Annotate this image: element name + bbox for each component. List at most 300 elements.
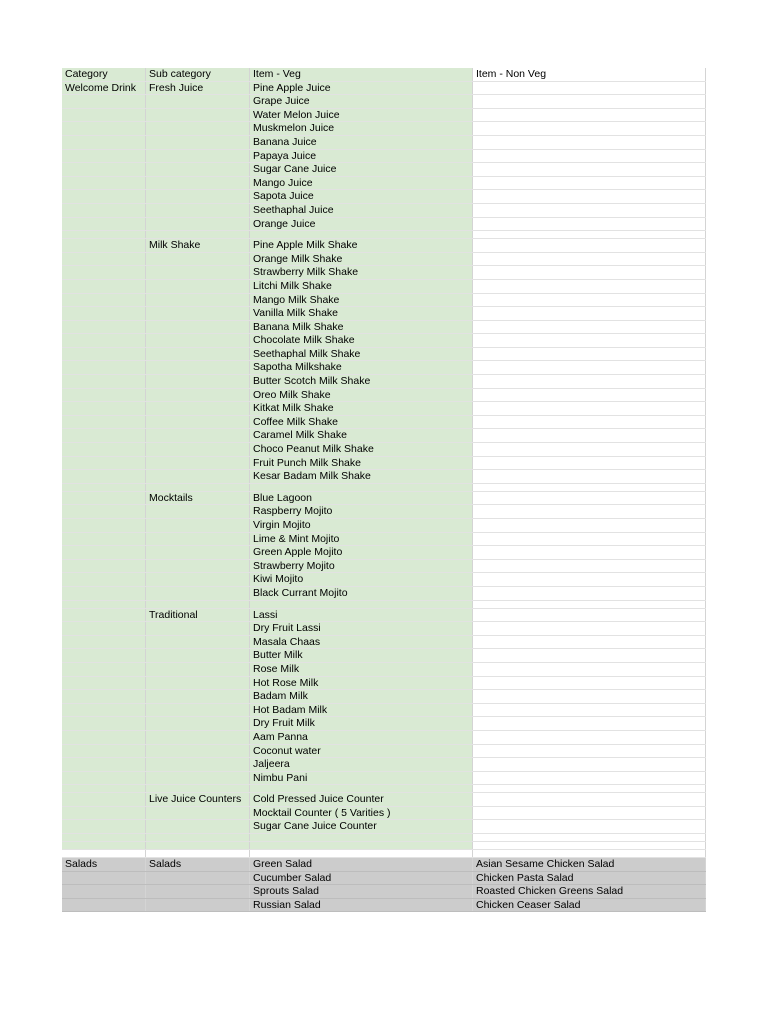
table-cell[interactable] <box>146 457 250 470</box>
table-cell[interactable] <box>62 348 146 361</box>
table-cell[interactable] <box>62 457 146 470</box>
table-cell[interactable] <box>62 899 146 912</box>
table-row <box>62 533 706 547</box>
table-cell[interactable]: Sugar Cane Juice Counter <box>250 820 473 833</box>
table-cell[interactable] <box>146 280 250 293</box>
table-cell[interactable] <box>146 649 250 662</box>
table-cell[interactable] <box>146 294 250 307</box>
table-cell[interactable] <box>473 361 706 374</box>
table-cell[interactable] <box>473 717 706 730</box>
table-cell[interactable] <box>146 601 250 608</box>
table-cell[interactable] <box>146 231 250 238</box>
table-cell[interactable] <box>146 334 250 347</box>
table-cell[interactable] <box>62 731 146 744</box>
table-row <box>62 546 706 560</box>
table-cell[interactable] <box>473 389 706 402</box>
table-cell[interactable] <box>146 177 250 190</box>
table-cell[interactable] <box>250 601 473 608</box>
table-cell[interactable] <box>62 484 146 491</box>
table-cell[interactable] <box>62 492 146 505</box>
table-cell[interactable]: Salads <box>146 858 250 871</box>
table-cell[interactable] <box>62 622 146 635</box>
table-cell[interactable]: Blue Lagoon <box>250 492 473 505</box>
table-cell[interactable] <box>62 636 146 649</box>
table-cell[interactable] <box>473 231 706 238</box>
table-cell[interactable] <box>146 546 250 559</box>
table-cell[interactable] <box>473 457 706 470</box>
table-cell[interactable] <box>473 842 706 849</box>
table-cell[interactable]: Milk Shake <box>146 239 250 252</box>
table-row <box>62 416 706 430</box>
table-cell[interactable] <box>146 150 250 163</box>
table-cell[interactable] <box>62 375 146 388</box>
table-cell[interactable] <box>473 375 706 388</box>
table-cell[interactable] <box>473 704 706 717</box>
table-cell[interactable] <box>473 122 706 135</box>
table-cell[interactable] <box>62 266 146 279</box>
table-cell[interactable] <box>473 109 706 122</box>
table-cell[interactable] <box>146 663 250 676</box>
table-cell[interactable] <box>473 416 706 429</box>
table-cell[interactable]: Dry Fruit Lassi <box>250 622 473 635</box>
table-cell[interactable] <box>146 745 250 758</box>
table-row <box>62 885 706 899</box>
table-cell[interactable] <box>473 820 706 833</box>
table-cell[interactable]: Traditional <box>146 609 250 622</box>
table-cell[interactable] <box>62 772 146 785</box>
table-cell[interactable] <box>146 807 250 820</box>
header-category[interactable]: Category <box>62 68 146 81</box>
table-cell[interactable] <box>62 649 146 662</box>
table-cell[interactable] <box>473 294 706 307</box>
table-cell[interactable] <box>473 253 706 266</box>
table-row <box>62 177 706 191</box>
table-cell[interactable] <box>473 239 706 252</box>
table-cell[interactable] <box>62 163 146 176</box>
table-cell[interactable] <box>146 690 250 703</box>
table-cell[interactable] <box>146 677 250 690</box>
table-cell[interactable] <box>146 402 250 415</box>
table-cell[interactable] <box>62 253 146 266</box>
table-cell[interactable] <box>62 842 146 849</box>
table-cell[interactable] <box>62 294 146 307</box>
table-cell[interactable] <box>62 560 146 573</box>
header-item-nonveg[interactable]: Item - Non Veg <box>473 68 706 81</box>
table-cell[interactable] <box>62 850 146 857</box>
table-cell[interactable] <box>473 95 706 108</box>
table-cell[interactable] <box>62 443 146 456</box>
table-cell[interactable]: Papaya Juice <box>250 150 473 163</box>
table-row <box>62 429 706 443</box>
table-row <box>62 807 706 821</box>
table-cell[interactable] <box>473 348 706 361</box>
table-cell[interactable] <box>250 834 473 841</box>
table-cell[interactable]: Green Salad <box>250 858 473 871</box>
table-cell[interactable]: Black Currant Mojito <box>250 587 473 600</box>
table-cell[interactable]: Salads <box>62 858 146 871</box>
table-cell[interactable] <box>146 850 250 857</box>
table-cell[interactable] <box>473 204 706 217</box>
table-cell[interactable] <box>146 842 250 849</box>
table-cell[interactable] <box>146 484 250 491</box>
table-row <box>62 402 706 416</box>
table-cell[interactable] <box>62 505 146 518</box>
table-cell[interactable] <box>62 204 146 217</box>
table-cell[interactable] <box>62 677 146 690</box>
table-cell[interactable] <box>62 321 146 334</box>
table-cell[interactable] <box>473 807 706 820</box>
table-cell[interactable] <box>62 136 146 149</box>
menu-spreadsheet <box>62 68 706 912</box>
header-subcategory[interactable]: Sub category <box>146 68 250 81</box>
table-cell[interactable]: Roasted Chicken Greens Salad <box>473 885 706 898</box>
table-cell[interactable] <box>146 266 250 279</box>
table-cell[interactable] <box>473 758 706 771</box>
table-row <box>62 231 706 239</box>
table-row <box>62 872 706 886</box>
table-cell[interactable] <box>146 163 250 176</box>
table-cell[interactable] <box>473 609 706 622</box>
table-cell[interactable]: Mocktail Counter ( 5 Varities ) <box>250 807 473 820</box>
table-cell[interactable]: Jaljeera <box>250 758 473 771</box>
table-cell[interactable]: Lime & Mint Mojito <box>250 533 473 546</box>
table-cell[interactable]: Seethaphal Milk Shake <box>250 348 473 361</box>
table-cell[interactable] <box>473 307 706 320</box>
table-cell[interactable]: Pine Apple Milk Shake <box>250 239 473 252</box>
table-cell[interactable] <box>146 253 250 266</box>
table-cell[interactable] <box>62 95 146 108</box>
table-cell[interactable] <box>250 785 473 792</box>
table-cell[interactable] <box>473 587 706 600</box>
table-cell[interactable]: Mango Juice <box>250 177 473 190</box>
table-cell[interactable] <box>62 218 146 231</box>
table-cell[interactable] <box>146 307 250 320</box>
table-cell[interactable] <box>473 601 706 608</box>
table-row <box>62 334 706 348</box>
table-row <box>62 95 706 109</box>
table-cell[interactable] <box>62 546 146 559</box>
table-cell[interactable]: Chocolate Milk Shake <box>250 334 473 347</box>
table-cell[interactable]: Sapotha Milkshake <box>250 361 473 374</box>
table-cell[interactable] <box>473 321 706 334</box>
table-cell[interactable] <box>146 470 250 483</box>
table-cell[interactable] <box>473 690 706 703</box>
table-cell[interactable] <box>473 533 706 546</box>
table-cell[interactable] <box>62 834 146 841</box>
table-cell[interactable] <box>146 704 250 717</box>
table-cell[interactable]: Kiwi Mojito <box>250 573 473 586</box>
table-cell[interactable] <box>62 519 146 532</box>
table-row <box>62 253 706 267</box>
table-cell[interactable] <box>62 190 146 203</box>
table-cell[interactable] <box>146 429 250 442</box>
table-cell[interactable] <box>473 731 706 744</box>
table-cell[interactable]: Chicken Pasta Salad <box>473 872 706 885</box>
table-cell[interactable] <box>473 505 706 518</box>
table-cell[interactable]: Fruit Punch Milk Shake <box>250 457 473 470</box>
table-row <box>62 519 706 533</box>
table-cell[interactable]: Orange Milk Shake <box>250 253 473 266</box>
table-cell[interactable] <box>473 785 706 792</box>
table-cell[interactable]: Butter Milk <box>250 649 473 662</box>
table-cell[interactable] <box>146 136 250 149</box>
table-row <box>62 389 706 403</box>
table-cell[interactable]: Water Melon Juice <box>250 109 473 122</box>
table-cell[interactable] <box>473 82 706 95</box>
table-cell[interactable] <box>62 416 146 429</box>
table-cell[interactable]: Seethaphal Juice <box>250 204 473 217</box>
table-cell[interactable]: Choco Peanut Milk Shake <box>250 443 473 456</box>
table-cell[interactable]: Mocktails <box>146 492 250 505</box>
table-cell[interactable] <box>146 573 250 586</box>
table-cell[interactable] <box>62 307 146 320</box>
table-cell[interactable]: Litchi Milk Shake <box>250 280 473 293</box>
table-cell[interactable]: Virgin Mojito <box>250 519 473 532</box>
table-cell[interactable] <box>146 443 250 456</box>
table-cell[interactable] <box>473 793 706 806</box>
table-cell[interactable] <box>473 519 706 532</box>
table-cell[interactable] <box>146 389 250 402</box>
table-cell[interactable] <box>62 177 146 190</box>
table-row <box>62 793 706 807</box>
table-cell[interactable] <box>62 109 146 122</box>
table-cell[interactable] <box>146 820 250 833</box>
table-cell[interactable] <box>250 484 473 491</box>
table-cell[interactable]: Strawberry Milk Shake <box>250 266 473 279</box>
table-cell[interactable]: Lassi <box>250 609 473 622</box>
table-cell[interactable] <box>62 239 146 252</box>
table-cell[interactable] <box>62 704 146 717</box>
table-cell[interactable]: Asian Sesame Chicken Salad <box>473 858 706 871</box>
table-row <box>62 560 706 574</box>
table-row <box>62 218 706 232</box>
table-cell[interactable]: Badam Milk <box>250 690 473 703</box>
table-cell[interactable]: Coconut water <box>250 745 473 758</box>
table-cell[interactable]: Hot Badam Milk <box>250 704 473 717</box>
table-cell[interactable] <box>473 649 706 662</box>
table-row <box>62 758 706 772</box>
table-cell[interactable] <box>62 334 146 347</box>
table-row <box>62 704 706 718</box>
table-cell[interactable]: Aam Panna <box>250 731 473 744</box>
table-cell[interactable] <box>62 361 146 374</box>
table-cell[interactable] <box>146 190 250 203</box>
table-cell[interactable] <box>250 850 473 857</box>
table-cell[interactable]: Chicken Ceaser Salad <box>473 899 706 912</box>
table-cell[interactable] <box>146 505 250 518</box>
table-cell[interactable]: Caramel Milk Shake <box>250 429 473 442</box>
table-cell[interactable] <box>146 834 250 841</box>
table-cell[interactable] <box>62 389 146 402</box>
table-cell[interactable] <box>62 609 146 622</box>
table-cell[interactable]: Muskmelon Juice <box>250 122 473 135</box>
table-cell[interactable]: Dry Fruit Milk <box>250 717 473 730</box>
table-cell[interactable] <box>146 95 250 108</box>
table-cell[interactable] <box>146 758 250 771</box>
table-cell[interactable]: Grape Juice <box>250 95 473 108</box>
table-row <box>62 820 706 834</box>
header-row <box>62 68 706 82</box>
table-cell[interactable] <box>473 834 706 841</box>
table-cell[interactable]: Welcome Drink <box>62 82 146 95</box>
table-cell[interactable]: Hot Rose Milk <box>250 677 473 690</box>
table-cell[interactable] <box>146 899 250 912</box>
table-cell[interactable] <box>146 636 250 649</box>
table-cell[interactable] <box>62 280 146 293</box>
table-cell[interactable]: Sapota Juice <box>250 190 473 203</box>
table-row <box>62 82 706 96</box>
table-cell[interactable] <box>473 443 706 456</box>
table-cell[interactable] <box>146 321 250 334</box>
table-cell[interactable]: Strawberry Mojito <box>250 560 473 573</box>
table-cell[interactable] <box>473 560 706 573</box>
table-cell[interactable] <box>146 122 250 135</box>
table-cell[interactable] <box>473 677 706 690</box>
table-cell[interactable]: Green Apple Mojito <box>250 546 473 559</box>
table-cell[interactable] <box>473 280 706 293</box>
table-row <box>62 573 706 587</box>
table-cell[interactable] <box>473 850 706 857</box>
table-cell[interactable] <box>473 177 706 190</box>
table-cell[interactable]: Orange Juice <box>250 218 473 231</box>
table-cell[interactable] <box>62 573 146 586</box>
table-cell[interactable] <box>473 470 706 483</box>
table-cell[interactable] <box>146 872 250 885</box>
table-cell[interactable] <box>146 560 250 573</box>
table-cell[interactable] <box>146 717 250 730</box>
table-cell[interactable] <box>146 218 250 231</box>
table-cell[interactable] <box>62 807 146 820</box>
table-cell[interactable] <box>250 842 473 849</box>
table-cell[interactable]: Raspberry Mojito <box>250 505 473 518</box>
table-cell[interactable]: Cold Pressed Juice Counter <box>250 793 473 806</box>
table-cell[interactable]: Banana Juice <box>250 136 473 149</box>
table-cell[interactable] <box>62 820 146 833</box>
table-cell[interactable] <box>62 758 146 771</box>
table-cell[interactable] <box>146 519 250 532</box>
table-row <box>62 492 706 506</box>
table-cell[interactable] <box>62 231 146 238</box>
table-cell[interactable] <box>473 334 706 347</box>
table-cell[interactable] <box>62 785 146 792</box>
table-cell[interactable]: Pine Apple Juice <box>250 82 473 95</box>
table-cell[interactable] <box>473 622 706 635</box>
table-cell[interactable] <box>473 484 706 491</box>
table-cell[interactable] <box>473 190 706 203</box>
table-cell[interactable]: Vanilla Milk Shake <box>250 307 473 320</box>
table-cell[interactable] <box>146 204 250 217</box>
table-cell[interactable] <box>62 690 146 703</box>
table-row <box>62 122 706 136</box>
table-cell[interactable] <box>146 772 250 785</box>
table-cell[interactable] <box>62 872 146 885</box>
table-cell[interactable] <box>473 546 706 559</box>
table-cell[interactable] <box>473 150 706 163</box>
table-row <box>62 785 706 793</box>
table-cell[interactable] <box>62 717 146 730</box>
table-row <box>62 601 706 609</box>
table-cell[interactable] <box>473 492 706 505</box>
table-cell[interactable] <box>146 622 250 635</box>
table-cell[interactable] <box>62 122 146 135</box>
table-cell[interactable] <box>146 375 250 388</box>
table-cell[interactable] <box>62 885 146 898</box>
table-row <box>62 443 706 457</box>
table-cell[interactable] <box>473 136 706 149</box>
table-cell[interactable] <box>62 402 146 415</box>
table-cell[interactable] <box>62 587 146 600</box>
table-row <box>62 150 706 164</box>
table-cell[interactable]: Mango Milk Shake <box>250 294 473 307</box>
table-cell[interactable] <box>62 745 146 758</box>
table-cell[interactable] <box>62 470 146 483</box>
table-cell[interactable]: Rose Milk <box>250 663 473 676</box>
table-cell[interactable] <box>473 266 706 279</box>
table-cell[interactable] <box>473 218 706 231</box>
table-cell[interactable]: Masala Chaas <box>250 636 473 649</box>
table-cell[interactable] <box>473 772 706 785</box>
table-cell[interactable] <box>146 785 250 792</box>
table-cell[interactable] <box>473 402 706 415</box>
table-cell[interactable]: Live Juice Counters <box>146 793 250 806</box>
table-cell[interactable] <box>146 885 250 898</box>
table-cell[interactable] <box>62 429 146 442</box>
table-cell[interactable] <box>250 231 473 238</box>
table-cell[interactable] <box>146 109 250 122</box>
table-row <box>62 136 706 150</box>
table-cell[interactable]: Russian Salad <box>250 899 473 912</box>
table-cell[interactable] <box>146 361 250 374</box>
table-cell[interactable]: Sprouts Salad <box>250 885 473 898</box>
table-cell[interactable] <box>473 745 706 758</box>
table-row <box>62 842 706 850</box>
table-cell[interactable] <box>146 533 250 546</box>
table-cell[interactable] <box>62 663 146 676</box>
table-cell[interactable] <box>62 793 146 806</box>
table-cell[interactable] <box>473 163 706 176</box>
table-cell[interactable]: Oreo Milk Shake <box>250 389 473 402</box>
table-cell[interactable]: Cucumber Salad <box>250 872 473 885</box>
table-row <box>62 321 706 335</box>
table-cell[interactable] <box>473 636 706 649</box>
table-cell[interactable] <box>473 429 706 442</box>
table-cell[interactable] <box>62 601 146 608</box>
table-body <box>62 82 706 913</box>
table-cell[interactable]: Kesar Badam Milk Shake <box>250 470 473 483</box>
table-row <box>62 663 706 677</box>
table-row <box>62 677 706 691</box>
table-cell[interactable] <box>146 587 250 600</box>
table-cell[interactable] <box>62 150 146 163</box>
table-cell[interactable] <box>473 663 706 676</box>
table-cell[interactable]: Coffee Milk Shake <box>250 416 473 429</box>
table-row <box>62 239 706 253</box>
table-cell[interactable] <box>146 731 250 744</box>
table-cell[interactable]: Fresh Juice <box>146 82 250 95</box>
table-cell[interactable] <box>146 348 250 361</box>
table-cell[interactable]: Sugar Cane Juice <box>250 163 473 176</box>
table-row <box>62 163 706 177</box>
table-cell[interactable]: Nimbu Pani <box>250 772 473 785</box>
table-cell[interactable] <box>62 533 146 546</box>
table-cell[interactable]: Banana Milk Shake <box>250 321 473 334</box>
header-item-veg[interactable]: Item - Veg <box>250 68 473 81</box>
table-cell[interactable]: Butter Scotch Milk Shake <box>250 375 473 388</box>
table-cell[interactable] <box>473 573 706 586</box>
table-cell[interactable] <box>146 416 250 429</box>
table-row <box>62 609 706 623</box>
table-cell[interactable]: Kitkat Milk Shake <box>250 402 473 415</box>
